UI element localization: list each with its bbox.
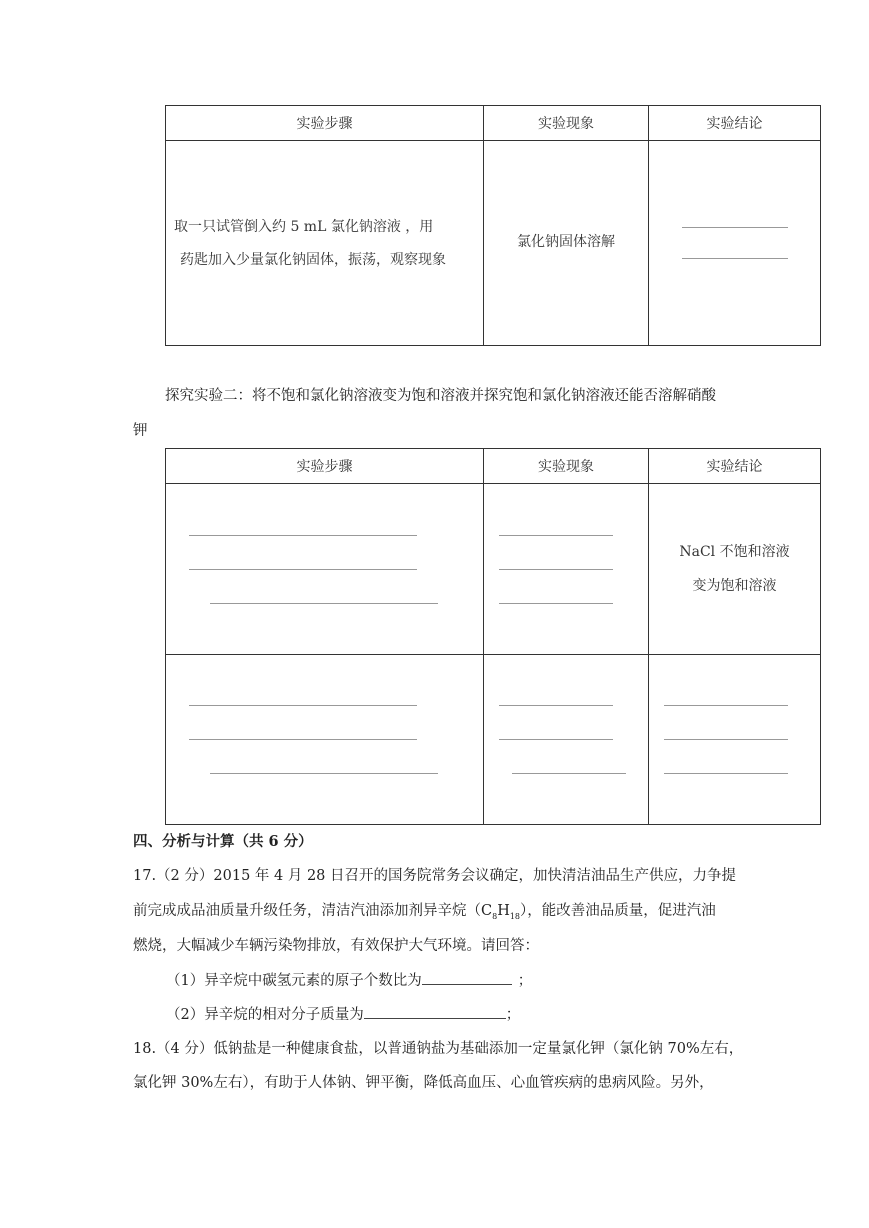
conclusion-cell	[649, 141, 821, 346]
header-conclusion: 实验结论	[649, 106, 821, 141]
q17-line3: 燃烧，大幅减少车辆污染物排放，有效保护大气环境。请回答：	[133, 938, 539, 954]
q18-line1: 18.（4 分）低钠盐是一种健康食盐，以普通钠盐为基础添加一定量氯化钾（氯化钠 70%左右，	[133, 1041, 744, 1057]
header-conclusion: 实验结论	[649, 449, 821, 484]
q17-sub1-end: ；	[517, 973, 533, 989]
answer-blank[interactable]	[664, 739, 788, 740]
section-heading: 四、分析与计算（共 6 分）	[133, 833, 313, 850]
step-text-line2: 药匙加入少量氯化钠固体，振荡，观察现象	[180, 252, 446, 268]
experiment-table-2	[165, 448, 821, 825]
q17-sub1-text: （1）异辛烷中碳氢元素的原子个数比为	[166, 973, 422, 989]
answer-blank[interactable]	[210, 603, 438, 604]
answer-blank[interactable]	[210, 773, 438, 774]
formula-subscript: 8	[492, 911, 498, 921]
conclusion-line1: NaCl 不饱和溶液	[679, 544, 790, 560]
exp2-intro-line1: 探究实验二：将不饱和氯化钠溶液变为饱和溶液并探究饱和氯化钠溶液还能否溶解硝酸	[165, 388, 716, 404]
answer-blank[interactable]	[422, 970, 512, 985]
answer-blank[interactable]	[499, 739, 613, 740]
q17-subquestion-2	[166, 1004, 520, 1025]
answer-blank[interactable]	[512, 773, 626, 774]
phenomenon-cell	[484, 484, 649, 655]
answer-blank[interactable]	[189, 705, 417, 706]
answer-blank[interactable]	[189, 535, 417, 536]
header-phenomenon: 实验现象	[484, 449, 649, 484]
answer-blank[interactable]	[364, 1004, 506, 1019]
formula-subscript: 18	[509, 911, 521, 921]
answer-blank[interactable]	[499, 569, 613, 570]
answer-blank[interactable]	[189, 569, 417, 570]
answer-blank[interactable]	[499, 535, 613, 536]
step-cell	[166, 484, 484, 655]
phenomenon-cell	[484, 655, 649, 825]
phenomenon-cell: 氯化钠固体溶解	[484, 141, 649, 346]
q17-line1: 17.（2 分）2015 年 4 月 28 日召开的国务院常务会议确定，加快清洁油品生产供应，力争提	[133, 868, 737, 884]
header-step: 实验步骤	[166, 106, 484, 141]
q17-sub2-text: （2）异辛烷的相对分子质量为	[166, 1007, 364, 1023]
answer-blank[interactable]	[499, 705, 613, 706]
step-cell	[166, 141, 484, 346]
answer-blank[interactable]	[499, 603, 613, 604]
formula-h: H	[497, 903, 510, 919]
step-text-line1: 取一只试管倒入约 5 mL 氯化钠溶液 ，用	[174, 219, 434, 235]
answer-blank[interactable]	[682, 227, 788, 228]
answer-blank[interactable]	[189, 739, 417, 740]
exp2-intro-line2: 钾	[133, 423, 148, 439]
step-cell	[166, 655, 484, 825]
answer-blank[interactable]	[664, 705, 788, 706]
experiment-table-1	[165, 105, 821, 346]
q17-line2-text: 前完成成品油质量升级任务，清洁汽油添加剂异辛烷（C	[133, 903, 493, 919]
q18-line2: 氯化钾 30%左右），有助于人体钠、钾平衡，降低高血压、心血管疾病的患病风险。另外，	[133, 1075, 714, 1091]
q17-line2-rest: ），能改善油品质量，促进汽油	[520, 903, 716, 919]
q17-subquestion-1	[166, 970, 532, 991]
q17-line2	[133, 901, 716, 927]
conclusion-line2: 变为饱和溶液	[692, 578, 777, 594]
answer-blank[interactable]	[664, 773, 788, 774]
header-phenomenon: 实验现象	[484, 106, 649, 141]
header-step: 实验步骤	[166, 449, 484, 484]
conclusion-cell	[649, 655, 821, 825]
q17-sub2-end: ；	[505, 1007, 521, 1023]
answer-blank[interactable]	[682, 258, 788, 259]
conclusion-cell	[649, 484, 821, 655]
